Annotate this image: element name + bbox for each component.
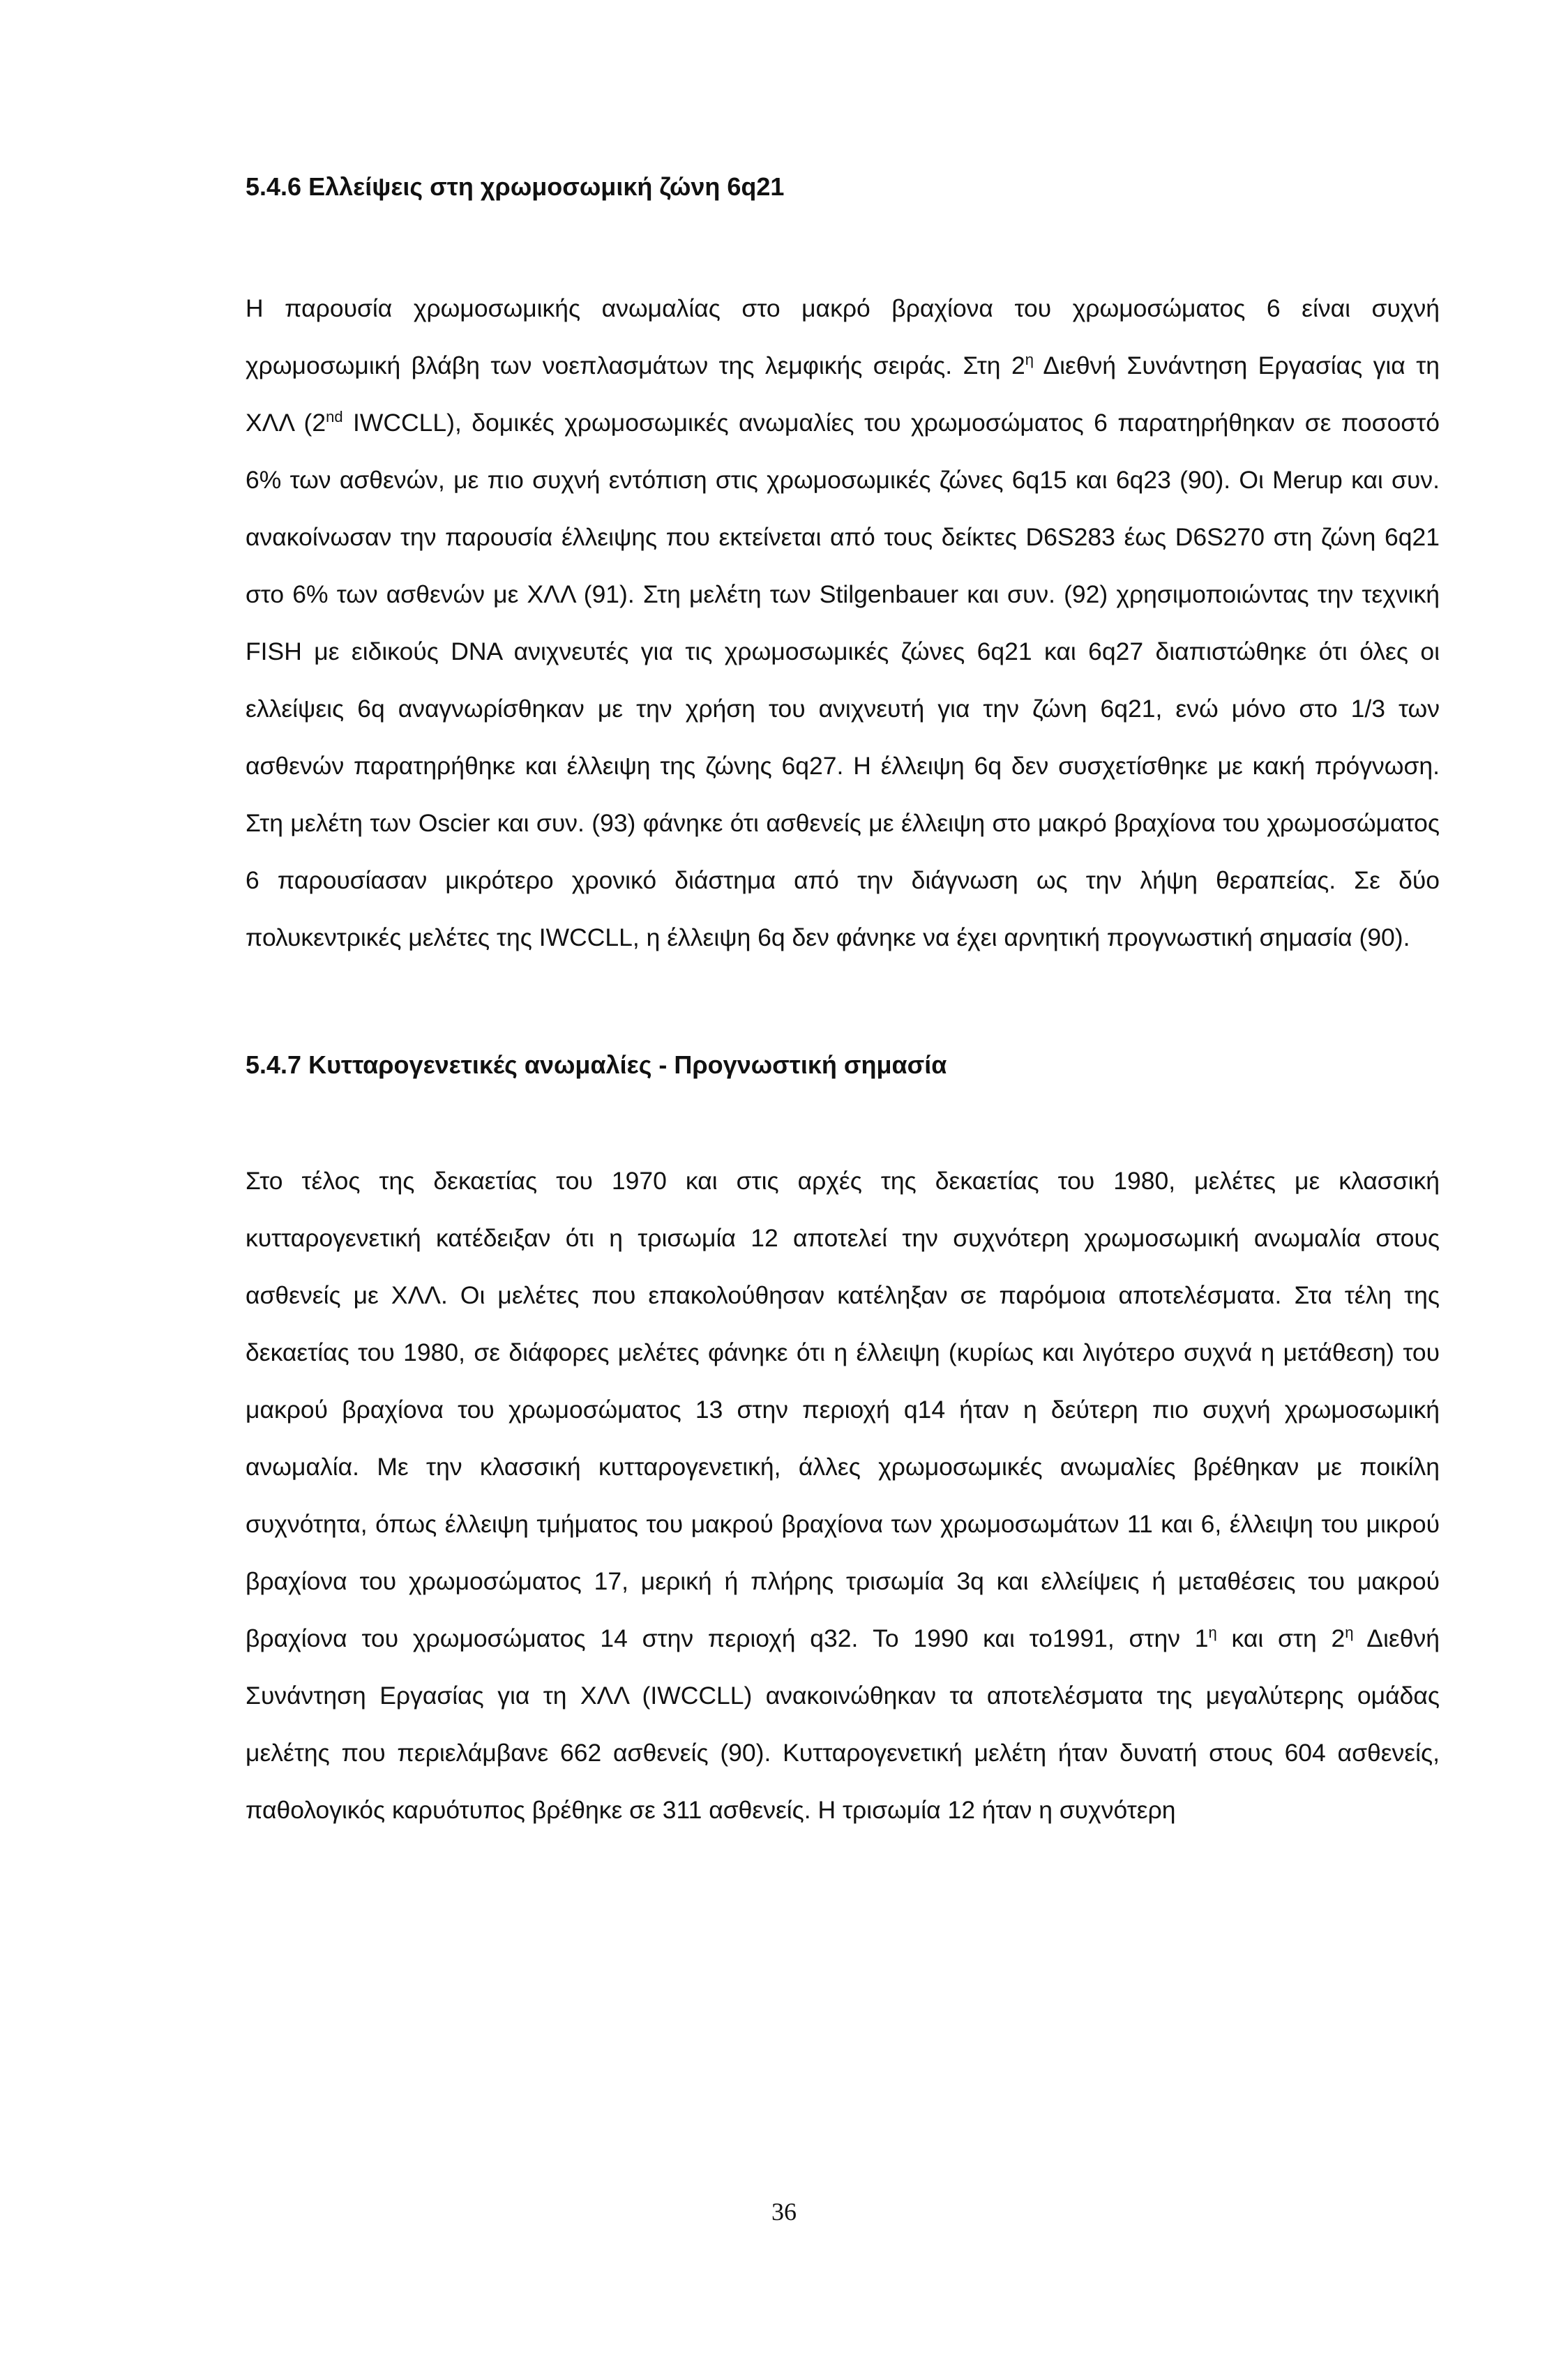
paragraph-text: Η παρουσία χρωμοσωμικής ανωμαλίας στο μακρό βραχίονα του χρωμοσώματος 6 είναι συχνή χρωμοσωμική βλάβη των νοεπλασμάτων της λεμφικής σειράς. Στη 2 bbox=[246, 294, 1440, 380]
paragraph-text: IWCCLL), δομικές χρωμοσωμικές ανωμαλίες του χρωμοσώματος 6 παρατηρήθηκαν σε ποσοστό 6% των ασθενών, με πιο συχνή εντόπιση στις χρωμοσωμικές ζώνες 6q15 και 6q23 (90). Οι Merup και συν. ανακοίνωσαν την παρουσία έλλειψης που εκτείνεται από τους δείκτες D6S283 έως D6S270 στη ζώνη 6q21 στο 6% των ασθενών με ΧΛΛ (91). Στη μελέτη των Stilgenbauer και συν. (92) χρησιμοποιώντας την τεχνική FISH με ειδικούς DNA ανιχνευτές για τις χρωμοσωμικές ζώνες 6q21 και 6q27 διαπιστώθηκε ότι όλες οι ελλείψεις 6q αναγνωρίσθηκαν με την χρήση του ανιχνευτή για την ζώνη 6q21, ενώ μόνο στο 1/3 των ασθενών παρατηρήθηκε και έλλειψη της ζώνης 6q27. Η έλλειψη 6q δεν συσχετίσθηκε με κακή πρόγνωση. Στη μελέτη των Oscier και συν. (93) φάνηκε ότι ασθενείς με έλλειψη στο μακρό βραχίονα του χρωμοσώματος 6 παρουσίασαν μικρότερο χρονικό διάστημα από την διάγνωση ως την λήψη θεραπείας. Σε δύο πολυκεντρικές μελέτες της IWCCLL, η έλλειψη 6q δεν φάνηκε να έχει αρνητική προγνωστική σημασία (90). bbox=[246, 409, 1440, 952]
paragraph-text: Στο τέλος της δεκαετίας του 1970 και στις αρχές της δεκαετίας του 1980, μελέτες με κλασσική κυτταρογενετική κατέδειξαν ότι η τρισωμία 12 αποτελεί την συχνότερη χρωμοσωμική ανωμαλία στους ασθενείς με ΧΛΛ. Οι μελέτες που επακολούθησαν κατέληξαν σε παρόμοια αποτελέσματα. Στα τέλη της δεκαετίας του 1980, σε διάφορες μελέτες φάνηκε ότι η έλλειψη (κυρίως και λιγότερο συχνά η μετάθεση) του μακρού βραχίονα του χρωμοσώματος 13 στην περιοχή q14 ήταν η δεύτερη πιο συχνή χρωμοσωμική ανωμαλία. Με την κλασσική κυτταρογενετική, άλλες χρωμοσωμικές ανωμαλίες βρέθηκαν με ποικίλη συχνότητα, όπως έλλειψη τμήματος του μακρού βραχίονα των χρωμοσωμάτων 11 και 6, έλλειψη του μικρού βραχίονα του χρωμοσώματος 17, μερική ή πλήρης τρισωμία 3q και ελλείψεις ή μεταθέσεις του μακρού βραχίονα του χρωμοσώματος 14 στην περιοχή q32. Το 1990 και το1991, στην 1 bbox=[246, 1167, 1440, 1653]
superscript: η bbox=[1208, 1624, 1217, 1642]
paragraph-text: και στη 2 bbox=[1216, 1624, 1345, 1653]
paragraph-text: Διεθνή Συνάντηση Εργασίας για τη ΧΛΛ (IWCCLL) ανακοινώθηκαν τα αποτελέσματα της μεγαλύτερης ομάδας μελέτης που περιελάμβανε 662 ασθενείς (90). Κυτταρογενετική μελέτη ήταν δυνατή στους 604 ασθενείς, παθολογικός καρυότυπος βρέθηκε σε 311 ασθενείς. Η τρισωμία 12 ήταν η συχνότερη bbox=[246, 1624, 1440, 1825]
section-heading-prognosis: 5.4.7 Κυτταρογενετικές ανωμαλίες - Προγνωστική σημασία bbox=[246, 1050, 947, 1080]
page-number: 36 bbox=[771, 2198, 797, 2226]
paragraph-6q21 bbox=[246, 280, 1440, 966]
superscript: nd bbox=[326, 408, 343, 426]
document-page bbox=[246, 167, 1440, 1839]
superscript: η bbox=[1025, 351, 1034, 369]
paragraph-prognosis bbox=[246, 1152, 1440, 1839]
section-heading-6q21: 5.4.6 Ελλείψεις στη χρωμοσωμική ζώνη 6q21 bbox=[246, 172, 785, 201]
paragraph-text: Διεθνή Συνάντηση Εργασίας για τη ΧΛΛ (2 bbox=[246, 352, 1440, 437]
superscript: η bbox=[1345, 1624, 1354, 1642]
